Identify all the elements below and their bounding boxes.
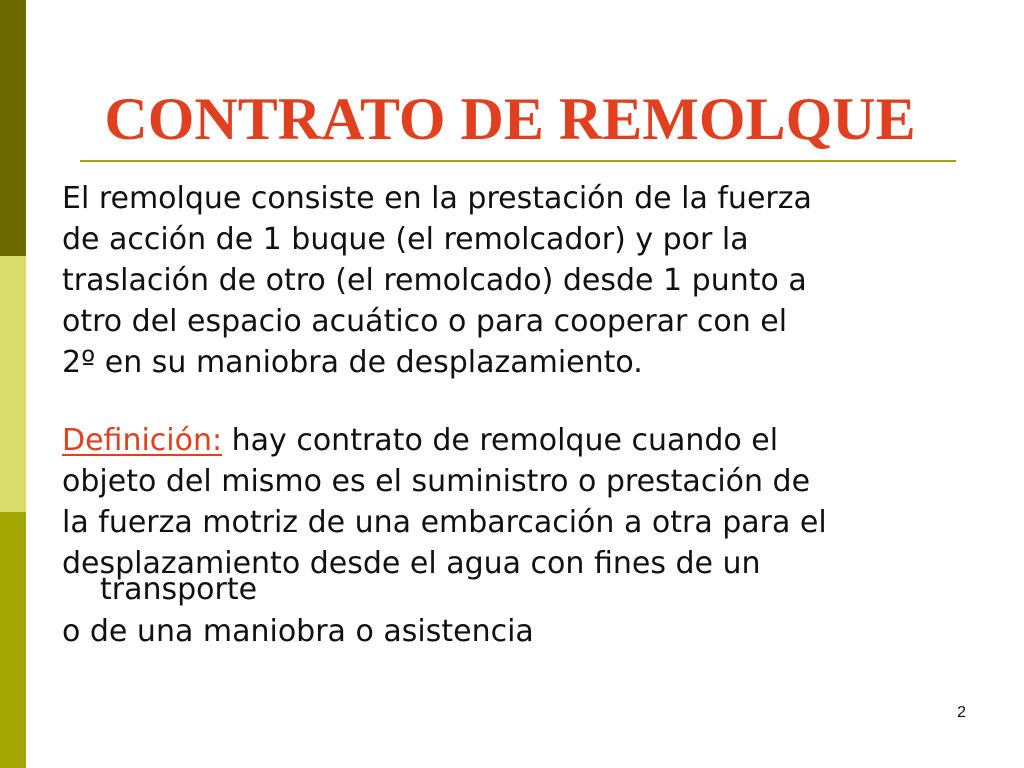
side-bar-top-segment: [0, 0, 26, 256]
paragraph-line: de acción de 1 buque (el remolcador) y por la: [62, 222, 749, 257]
definition-first-line: [62, 420, 982, 461]
side-bar-middle-segment: [0, 256, 26, 512]
paragraph-line: hay contrato de remolque cuando el: [222, 423, 779, 458]
page-number: 2: [957, 704, 966, 721]
slide-title: CONTRATO DE REMOLQUE: [104, 86, 916, 152]
side-bar-bottom-segment: [0, 512, 26, 768]
paragraph-line: traslación de otro (el remolcado) desde 1 punto a: [62, 263, 807, 298]
slide-body: [62, 178, 982, 652]
definition-label: Definición:: [62, 423, 223, 458]
paragraph-line: otro del espacio acuático o para cooperar con el: [62, 304, 788, 339]
paragraph-line: o de una maniobra o asistencia: [62, 614, 534, 649]
paragraph-line: objeto del mismo es el suministro o prestación de: [62, 464, 811, 499]
title-underline-rule: [80, 160, 956, 162]
paragraph-spacer: [62, 383, 982, 420]
paragraph-line: la fuerza motriz de una embarcación a otra para el: [62, 505, 827, 540]
paragraph-continuation-line: transporte: [100, 572, 258, 607]
paragraph-line: 2º en su maniobra de desplazamiento.: [62, 345, 643, 380]
paragraph-line: desplazamiento desde el agua con fines de un: [62, 546, 761, 581]
paragraph-definition: [62, 420, 982, 652]
paragraph-line: El remolque consiste en la prestación de la fuerza: [62, 181, 812, 216]
paragraph-description: [62, 178, 982, 383]
